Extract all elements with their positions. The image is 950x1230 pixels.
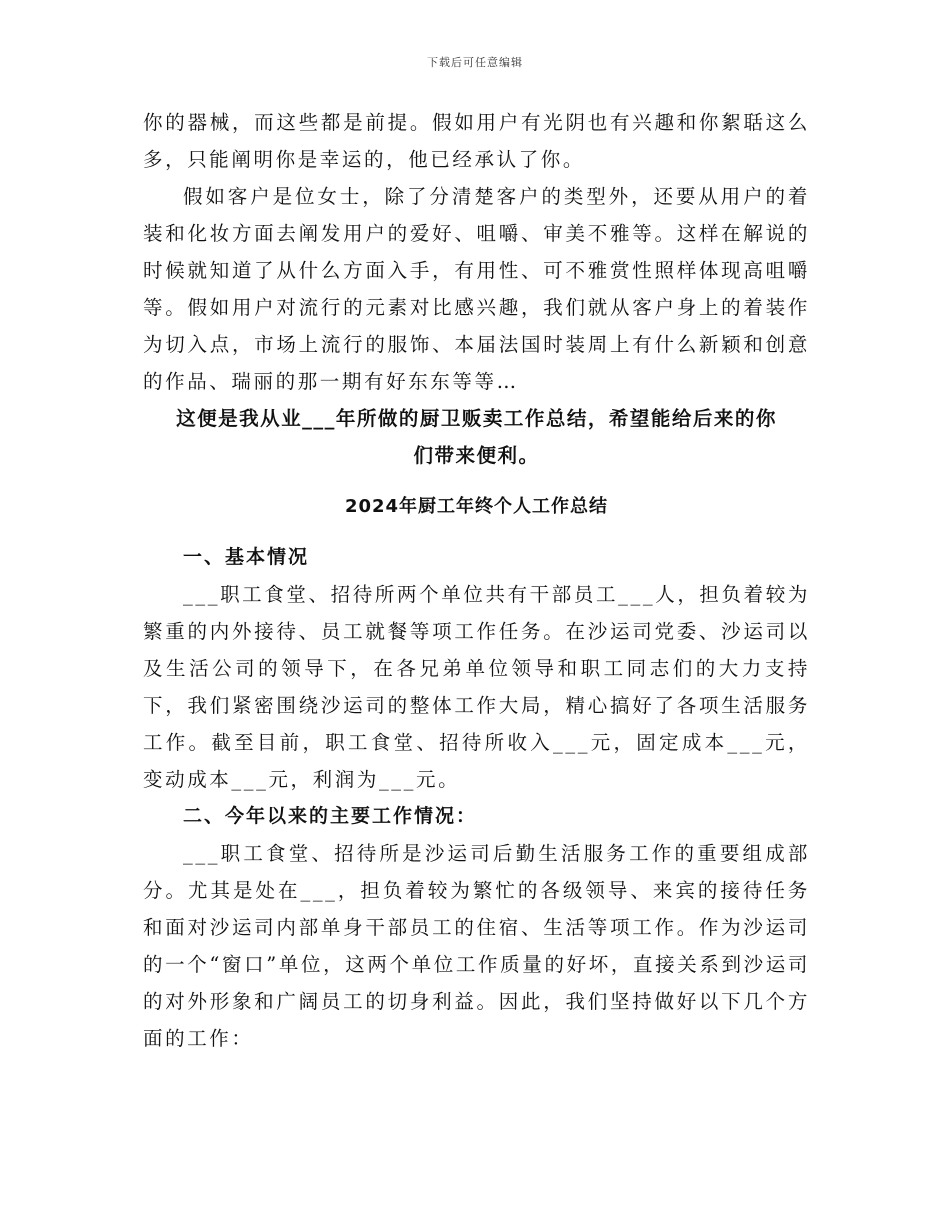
section-title: 2024年厨工年终个人工作总结: [344, 496, 609, 517]
paragraph-continuation: 你的器械，而这些都是前提。假如用户有光阴也有兴趣和你絮聒这么多，只能阐明你是幸运的，他已经承认了你。: [143, 111, 810, 171]
closing-line-1: 这便是我从业___年所做的厨卫贩卖工作总结，希望能给后来的你: [176, 407, 777, 430]
heading-basic-situation: 一、基本情况: [183, 546, 310, 568]
paragraph-main-work: ___职工食堂、招待所是沙运司后勤生活服务工作的重要组成部分。尤其是处在___，担负着较为繁忙的各级领导、来宾的接待任务和面对沙运司内部单身干部员工的住宿、生活等项工作。作为沙运司的一个“窗口”单位，这两个单位工作质量的好坏，直接关系到沙运司的对外形象和广阔员工的切身利益。因此，我们坚持做好以下几个方面的工作：: [143, 842, 810, 1050]
page-header: 下载后可任意编辑: [427, 56, 523, 69]
document-body: [143, 104, 810, 1057]
closing-statement: [143, 400, 810, 474]
heading-main-work: 二、今年以来的主要工作情况：: [183, 805, 478, 827]
closing-line-2: 们带来便利。: [413, 444, 540, 467]
paragraph-basic-situation: ___职工食堂、招待所两个单位共有干部员工___人，担负着较为繁重的内外接待、员工就餐等项工作任务。在沙运司党委、沙运司以及生活公司的领导下，在各兄弟单位领导和职工同志们的大力支持下，我们紧密围绕沙运司的整体工作大局，精心搞好了各项生活服务工作。截至目前，职工食堂、招待所收入___元，固定成本___元，变动成本___元，利润为___元。: [143, 583, 810, 791]
paragraph-female-customer: 假如客户是位女士，除了分清楚客户的类型外，还要从用户的着装和化妆方面去阐发用户的爱好、咀嚼、审美不雅等。这样在解说的时候就知道了从什么方面入手，有用性、可不雅赏性照样体现高咀嚼等。假如用户对流行的元素对比感兴趣，我们就从客户身上的着装作为切入点，市场上流行的服饰、本届法国时装周上有什么新颖和创意的作品、瑞丽的那一期有好东东等等…: [143, 185, 810, 393]
